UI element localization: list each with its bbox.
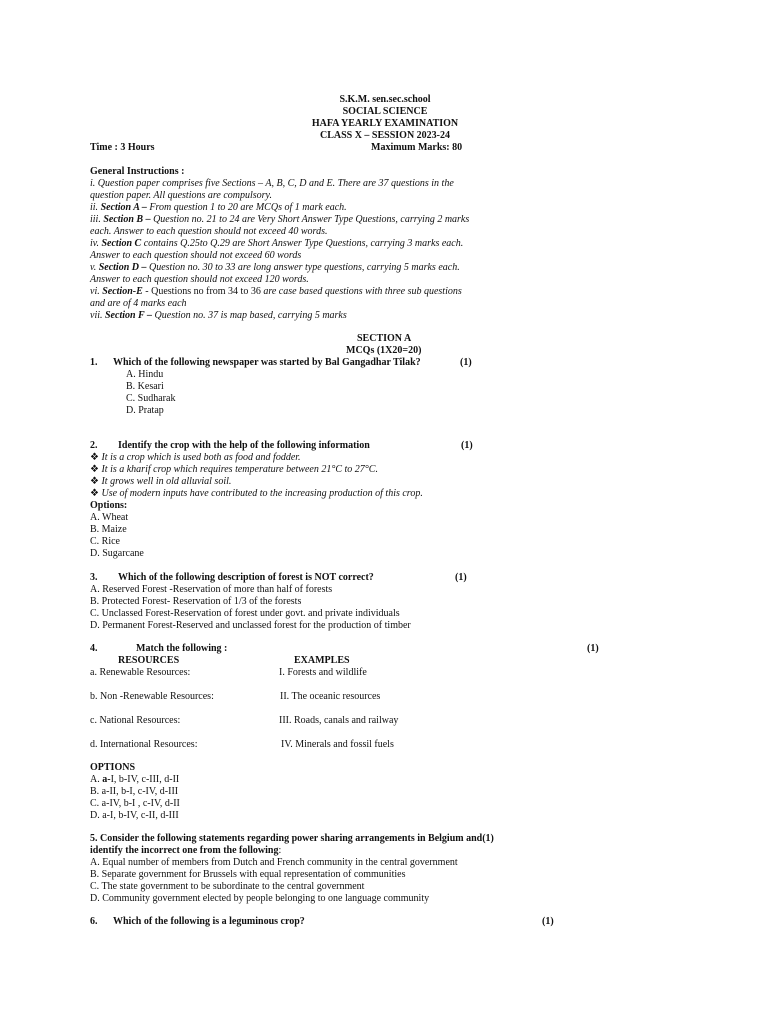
q2-marks: (1) xyxy=(461,440,473,451)
q1-option-c: C. Sudharak xyxy=(126,393,176,404)
instruction-1: i. Question paper comprises five Sections – A, B, C, D and E. There are 37 questions in the xyxy=(90,178,454,189)
time-allowed: Time : 3 Hours xyxy=(90,142,155,153)
diamond-bullet-icon: ❖ xyxy=(90,488,99,499)
q1-options xyxy=(126,369,175,417)
q5-block xyxy=(90,833,494,905)
general-instructions xyxy=(90,166,469,322)
instruction-3: iii. Section B – Question no. 21 to 24 are Very Short Answer Type Questions, carrying 2 marks xyxy=(90,214,470,225)
q5-option-d: D. Community government elected by people belonging to one language community xyxy=(90,893,430,904)
q2-option-a: A. Wheat xyxy=(90,512,129,523)
q5-text: 5. Consider the following statements regarding power sharing arrangements in Belgium and(1) xyxy=(90,833,494,844)
q1-option-a: A. Hindu xyxy=(126,369,164,380)
q4-row-right: I. Forests and wildlife xyxy=(279,667,367,678)
q2-points xyxy=(90,452,423,560)
q4-number: 4. xyxy=(90,643,98,654)
class-session: CLASS X – SESSION 2023-24 xyxy=(319,130,451,141)
section-title: SECTION A xyxy=(357,333,412,344)
q3-options xyxy=(90,584,411,632)
q4-options xyxy=(90,762,180,822)
section-subtitle: MCQs (1X20=20) xyxy=(346,345,422,356)
q2-point: ❖ It grows well in old alluvial soil. xyxy=(90,476,232,487)
exam-title: HAFA YEARLY EXAMINATION xyxy=(311,118,459,129)
q2-options-label: Options: xyxy=(90,500,128,511)
q1-text: Which of the following newspaper was started by Bal Gangadhar Tilak? xyxy=(113,357,421,368)
q3-number: 3. xyxy=(90,572,98,583)
instruction-5: v. Section D – Question no. 30 to 33 are long answer type questions, carrying 5 marks each. xyxy=(90,262,460,273)
q2-text: Identify the crop with the help of the following information xyxy=(118,440,370,451)
q4-col-resources: RESOURCES xyxy=(118,655,180,666)
diamond-bullet-icon: ❖ xyxy=(90,452,99,463)
q2-point: ❖ It is a crop which is used both as food and fodder. xyxy=(90,452,301,463)
q4-text: Match the following : xyxy=(136,643,228,654)
q2-number: 2. xyxy=(90,440,98,451)
q2-option-c: C. Rice xyxy=(90,536,120,547)
q3-marks: (1) xyxy=(455,572,467,583)
instruction-2: ii. Section A – From question 1 to 20 are MCQs of 1 mark each. xyxy=(90,202,347,213)
q3-option-a: A. Reserved Forest -Reservation of more than half of forests xyxy=(90,584,333,595)
q4-option-a: A. a-I, b-IV, c-III, d-II xyxy=(90,774,180,785)
school-name: S.K.M. sen.sec.school xyxy=(339,94,431,105)
q3-option-b: B. Protected Forest- Reservation of 1/3 of the forests xyxy=(90,596,302,607)
q4-row-right: III. Roads, canals and railway xyxy=(279,715,399,726)
q4-row-left: a. Renewable Resources: xyxy=(90,667,191,678)
instructions-title: General Instructions : xyxy=(90,166,185,177)
instruction-7: vii. Section F – Question no. 37 is map based, carrying 5 marks xyxy=(90,310,347,321)
q1-option-d: D. Pratap xyxy=(126,405,164,416)
instruction-4-cont: Answer to each question should not exceed 60 words xyxy=(90,250,302,261)
q4-row-left: b. Non -Renewable Resources: xyxy=(90,691,214,702)
q4-marks: (1) xyxy=(587,643,599,654)
instruction-3-cont: each. Answer to each question should not exceed 40 words. xyxy=(90,226,328,237)
instruction-1-cont: question paper. All questions are compulsory. xyxy=(90,190,272,201)
q3-option-d: D. Permanent Forest-Reserved and unclassed forest for the production of timber xyxy=(90,620,411,631)
q4-col-examples: EXAMPLES xyxy=(294,655,350,666)
q4-option-b: B. a-II, b-I, c-IV, d-III xyxy=(90,786,179,797)
q6-text: Which of the following is a leguminous crop? xyxy=(113,916,305,927)
diamond-bullet-icon: ❖ xyxy=(90,464,99,475)
instruction-5-cont: Answer to each question should not exceed 120 words. xyxy=(90,274,309,285)
q4-options-label: OPTIONS xyxy=(90,762,136,773)
q5-text-cont: identify the incorrect one from the following: xyxy=(90,845,282,856)
instruction-6: vi. Section-E - Questions no from 34 to 36 are case based questions with three sub questions xyxy=(90,286,462,297)
diamond-bullet-icon: ❖ xyxy=(90,476,99,487)
maximum-marks: Maximum Marks: 80 xyxy=(371,142,463,153)
q2-option-b: B. Maize xyxy=(90,524,127,535)
q2-option-d: D. Sugarcane xyxy=(90,548,144,559)
q6-marks: (1) xyxy=(542,916,554,927)
q5-option-c: C. The state government to be subordinate to the central government xyxy=(90,881,365,892)
q2-point: ❖ Use of modern inputs have contributed to the increasing production of this crop. xyxy=(90,488,423,499)
q3-text: Which of the following description of forest is NOT correct? xyxy=(118,572,374,583)
q4-row-left: d. International Resources: xyxy=(90,739,198,750)
q1-option-b: B. Kesari xyxy=(126,381,164,392)
q4-option-c: C. a-IV, b-I , c-IV, d-II xyxy=(90,798,180,809)
q5-option-a: A. Equal number of members from Dutch and French community in the central government xyxy=(90,857,458,868)
q1-number: 1. xyxy=(90,357,98,368)
q6-number: 6. xyxy=(90,916,98,927)
instruction-6-cont: and are of 4 marks each xyxy=(90,298,187,309)
q4-row-right: IV. Minerals and fossil fuels xyxy=(281,739,394,750)
q4-row-left: c. National Resources: xyxy=(90,715,181,726)
subject-title: SOCIAL SCIENCE xyxy=(342,106,428,117)
q5-option-b: B. Separate government for Brussels with equal representation of communities xyxy=(90,869,406,880)
q4-option-d: D. a-I, b-IV, c-II, d-III xyxy=(90,810,179,821)
q4-row-right: II. The oceanic resources xyxy=(280,691,381,702)
instruction-4: iv. Section C contains Q.25to Q.29 are Short Answer Type Questions, carrying 3 marks each. xyxy=(90,238,464,249)
q1-marks: (1) xyxy=(460,357,472,368)
q3-option-c: C. Unclassed Forest-Reservation of forest under govt. and private individuals xyxy=(90,608,400,619)
q2-point: ❖ It is a kharif crop which requires temperature between 21°C to 27°C. xyxy=(90,464,378,475)
